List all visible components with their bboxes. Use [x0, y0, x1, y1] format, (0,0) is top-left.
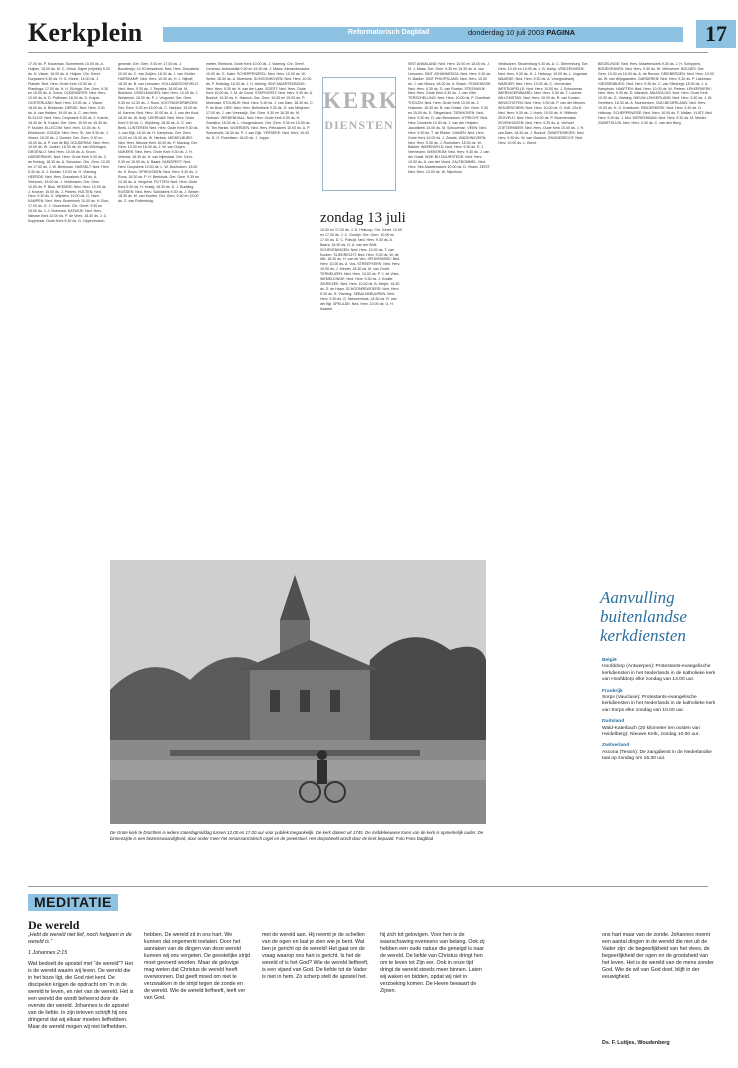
date-heading: zondag 13 juli: [320, 210, 406, 226]
logo-word-kerk: KERK: [323, 88, 399, 113]
sidebar-item: België Hoofddorp (Antwerpen): Protestants-evangelische kerkdiensten in het Nederlands in de katholieke kerk van Hoofddorp elke zondag van 14.00 uur.: [602, 658, 716, 683]
kerkdiensten-logo: [322, 77, 399, 191]
listing-column-4: [320, 228, 402, 554]
meditatie-rule: [28, 886, 708, 887]
logo-word-diensten: DIENSTEN: [324, 118, 394, 132]
meditatie-paragraph: hebben. De wereld zit in ons hart. We kunnen dat ongemerkt toelaten. Door het aanraken van de dingen van deze wereld kunnen wij ons vergeten. De geestelijke strijd moet gevoerd worden. Maar de gelovige mag weten dat Christus de wereld heeft overwonnen. Dat geeft moed om niet te verzwakken in de strijd tegen de zonde en de wereld. Wie de wereld liefheeft, leeft ver van God.: [144, 932, 250, 1001]
sidebar-body: [602, 658, 716, 768]
paper-name: Reformatorisch Dagblad: [348, 29, 430, 36]
sidebar-item: Zwitserland Ascona (Tessin): De zangdienst in de Nederlandse taal op zondag om 16.30 uur.: [602, 743, 712, 762]
meditatie-paragraph: ons hart maar van de zonde. Johannes noemt een aantal dingen in de wereld die niet uit de Vader zijn: de begeerlijkheid van het vlees, de begeerlijkheid der ogen en de grootsheid van het leven. Het is de wereld van de mens zonder God. Wie de wil van God doet, blijft in der eeuwigheid.: [602, 932, 714, 980]
meditatie-quote: „Hebt de wereld niet lief, noch hetgeen in de wereld is.”: [28, 932, 132, 945]
meditatie-column-4: [380, 932, 486, 1060]
photo-caption: [110, 830, 488, 842]
sidebar-item: Duitsland Wald-Katerbach (20 kilometer ten oosten van Heidelberg): Nieuwe Kerk, zondag 10.00 uur.: [602, 719, 700, 738]
listing-text: genelde. Ger. Gem. 9.30 en 17.00 ds. J. Boudewijn; 14.30 leesdienst. Ned. Herv. Dorpskerk 10.00 ds. C. van Zuijlen; 18.30 ds. J. van Gelder. HARSKAMP: Ned. Herv. 10.00 ds. H. J. Nijhoff; 18.30 ds. B. van Leeuwen. HOLLANDSCHEVELD: Ned. Herv. 9.30 ds. J. Terpstra; 16.00 ds. M. Blokland. IJSSELMUIDEN: Ned. Herv. 10.00 ds. J. Westerink; 18.30 ds. P. J. Vergunst. Ger. Gem. 9.30 en 14.30 ds. J. Roos. KOOTWIJKERBROEK: Ger. Gem. 9.30 en 15.00 ds. C. Harinck; 19.00 ds. M. Karens. Ned. Herv. 10.00 ds. A. J. van der Kooi; 18.30 ds. W. Kuijt. LEERDAM: Ned. Herv. Grote Kerk 9.30 ds. C. Wijnberg; 18.30 ds. A. G. van Beek. LUNTEREN: Ned. Herv. Oude Kerk 9.30 ds. J. van Dijk; 18.30 ds. H. Kamphuis. Ger. Gem. 10.00 en 15.00 ds. W. Harinck. MIDDELBURG: Ned. Herv. Nieuwe Kerk 10.00 ds. P. Mackay. Ger. Gem. 10.00 en 16.00 ds. J. W. van Ooijen. NIJKERK: Ned. Herv. Grote Kerk 9.30 ds. J. H. Velema; 18.30 ds. H. van Nijendaal. Ger. Gem. 9.30 en 15.00 ds. A. Baars. NUNSPEET: Ned. Herv. Dorpskerk 10.00 ds. L. W. Boshuizen; 18.30 ds. K. Boon. OPHEUSDEN: Ned. Herv. 9.30 ds. J. Roos; 18.30 ds. P. H. Beekhuis. Ger. Gem. 9.30 en 14.30 ds. A. Vergunst. PUTTEN: Ned. Herv. Oude Kerk 9.30 ds. H. Kraaij; 18.30 ds. D. J. Budding. RIJSSEN: Ned. Herv. Schildkerk 9.30 ds. J. Belder; 18.30 ds. M. van Kooten. Ger. Gem. 9.30 en 15.00 ds. C. van Ruitenburg.: [118, 62, 200, 204]
meditatie-paragraph: hij zich tot gelovigen. Voor hen is de waarschuwing eveneens van belang. Ook zij hebben een oude natuur die geneigd is naar de wereld. De liefde van Christus dringt hen om te leven tot Zijn eer. Ook in onze tijd dringt de wereld steeds meer binnen. Laten wij waken en bidden, opdat wij niet in verzoeking komen. De Heere bewaart de Zijnen.: [380, 932, 485, 994]
page-header: [28, 18, 727, 48]
section-title: Kerkplein: [28, 18, 143, 47]
photo-credit: Foto Fries Dagblad: [395, 835, 434, 841]
listing-text: SINT ANNALAND: Ned. Herv. 10.00 en 18.00 ds. J. M. J. Maas. Ger. Gem. 9.30 en 15.30 ds. A. van Leeuwen. SINT JOHANNESGA: Ned. Herv. 9.30 ds. H. Bakker. SINT PHILIPSLAND: Ned. Herv. 10.00 ds. J. van Meurs; 18.00 ds. A. Bosch. STAVENISSE: Ned. Herv. 9.30 ds. G. van Roekel. STEENWIJK: Ned. Herv. Grote Kerk 9.30 ds. J. van Vliet. TERSCHELLING: Ned. Herv. 10.00 ds. P. Goedhart. THOLEN: Ned. Herv. Grote Kerk 10.00 ds. J. Huisman; 18.30 ds. B. van Ginkel. Ger. Gem. 9.30 en 15.00 ds. D. Slingerland. TIENHOVEN: Ned. Herv. 9.30 ds. D. van Bennekom. UTRECHT: Ned. Herv. Domkerk 10.30 ds. J. van der Heijden; Jacobikerk 10.00 ds. M. Schuurman. VEEN: Ned. Herv. 9.30 ds. T. de Ridder. VIANEN: Ned. Herv. Grote Kerk 10.00 ds. J. Zwarts. WADDINXVEEN: Ned. Herv. 9.30 ds. J. Roelofsen; 18.30 ds. W. Bakker. WAPENVELD: Ned. Herv. 9.30 ds. E. J. Vermeulen. WEKEROM: Ned. Herv. 9.30 ds. J. van der Graaf. WIJK BIJ DUURSTEDE: Ned. Herv. 10.00 ds. A. van der Vloed. ZALTBOMMEL: Ned. Herv. Sint-Maartenskerk 10.00 ds. D. Visser. ZEIST: Ned. Herv. 10.00 ds. W. Nijenhuis.: [408, 62, 492, 174]
sidebar-title: Aanvulling buitenlandse kerkdiensten: [600, 588, 687, 645]
header-rule: [28, 52, 708, 53]
meditatie-paragraph: met de wereld aan. Hij neemt je de schellen van de ogen en laat je zien wie je bent. Wat ben je gericht op de wereld! Het gaat om de vraag waarop ons hart is gericht. Is het de wereld of is het God? Wie de wereld liefheeft, is een vijand van God. De liefde tot de Vader is niet in hem. Zo scherp stelt de apostel het.: [262, 932, 369, 980]
page-number: 17: [696, 20, 736, 48]
issue-date: donderdag 10 juli 2003 PAGINA: [468, 28, 576, 37]
caption-text: De Grote kerk te Drachten is iedere zaterdagmiddag tussen 12.00 en 17.00 uur voor publiek toegankelijk. De kerk dateert uit 1745. De middeleeuwse toren van de kerk is opmerkelijk ouder. De binnenzijde is een bezienswaardigheid, door onder meer het renaissancistisch orgel en de preekstoel. Het dorpsbeeld wordt door de kerk bepaald.: [110, 830, 484, 841]
listing-column-1: [28, 62, 110, 884]
listing-text: BIEZELINGE: Ned. Herv. Maartenskerk 9.30 ds. J. H. Schippers. BODEGRAVEN: Ned. Herv. 9.30 ds. W. Verhoeven. BOLNES: Ger. Gem. 10.00 en 16.00 ds. A. de Reuver. DRIEBERGEN: Ned. Herv. 10.00 ds. W. van Wijngaarden. GARDEREN: Ned. Herv. 9.30 ds. P. Lakeman. GIESSENBURG: Ned. Herv. 9.30 ds. C. van Sliedregt; 18.30 ds. J. A. Kamphuis. HAAFTEN: Ned. Herv. 10.00 ds. W. Pieters. LEKKERKERK: Ned. Herv. 9.30 ds. D. Wansink. MAASSLUIS: Ned. Herv. Grote Kerk 10.00 ds. G. Vlaming. NIEUW-LEKKERLAND: Ned. Herv. 9.30 ds. J. W. Gerritsen; 18.30 ds. A. Moerkerken. OUD-BEIJERLAND: Ned. Herv. 10.00 ds. H. G. Koekkoek. RIDDERKERK: Ned. Herv. 9.30 ds. D. Heikoop. SCHERPENISSE: Ned. Herv. 10.00 ds. F. Mallan. VLIST: Ned. Herv. 9.30 ds. J. Mol. WERKENDAM: Ned. Herv. 9.30 ds. M. Mulder. ZWARTSLUIS: Ned. Herv. 9.30 ds. C. van den Berg.: [598, 62, 714, 125]
sidebar-item: Frankrijk Sorps (Vaucluse): Protestants-evangelische kerkdiensten in het Nederlands in de katholieke kerk van Sorps elke zondag van 10.00 uur.: [602, 688, 716, 713]
listing-text: Veldhuizen. Stoutenburg 9.30 ds. A. C. Sterrenburg. Ger. Gem. 10.00 en 15.00 ds. J. B. Kamp. VRIEZENVEEN: Ned. Herv. 9.30 ds. H. J. Heikoop; 19.00 ds. L. Vogelaar. WAARDE: Ned. Herv. 9.30 ds. A. Vroegindeweij. WARDER: Ned. Herv. 10.00 ds. C. Vermeulen. WESTKAPELLE: Ned. Herv. 10.00 ds. J. Schuurman. WIERINGERWAARD: Ned. Herv. 9.30 ds. T. Lonnee. WILLEMSTAD: Ned. Herv. 10.00 ds. R. van Kooten. WINSCHOTEN: Ned. Herv. 9.30 ds. P. van der Meulen. WOUDRICHEM: Ned. Herv. 10.00 ds. G. Kolf. ZALK: Ned. Herv. 9.30 ds. J. Hoek; 19.00 ds. H. Wilbrink. ZEGVELD: Ned. Herv. 10.00 ds. P. Bloemendaal. ZEVENHUIZEN: Ned. Herv. 9.30 ds. A. Verhoef. ZOETERMEER: Ned. Herv. Oude Kerk 10.00 ds. J. H. van Dam; 18.30 ds. J. Bonhof. ZWARTEBROEK: Ned. Herv. 9.30 ds. W. van Vlastuin. ZWIJNDRECHT: Ned. Herv. 10.00 ds. L. Kievit.: [498, 62, 589, 145]
meditatie-label: MEDITATIE: [28, 894, 118, 911]
meditatie-paragraph: Wat bedoelt de apostel met “de wereld”? Het is de wereld waarin wij leven. De wereld die in het boze ligt, die God niet kent. De discipelen krijgen de opdracht om ‘m in de wereld te leven, en niet van de wereld. Het is een wereld die wordt beheerst door de overste der wereld. Johannes is de apostel van de liefde. In zijn brieven schrijft hij ons dringend dat wij elkaar moeten liefhebben. Maar de wereld mogen wij niet liefhebben.: [28, 961, 134, 1030]
meditatie-column-3: [262, 932, 372, 1060]
church-photo: [110, 560, 486, 824]
listing-column-3: [206, 62, 314, 554]
listing-column-6: [498, 62, 590, 884]
listing-column-7: [598, 62, 714, 577]
meditatie-column-5: [602, 932, 714, 1036]
meditatie-signature: Ds. F. Luitjes, Woudenberg: [602, 1040, 670, 1046]
meditatie-title: De wereld: [28, 918, 80, 932]
meditatie-reference: 1 Johannes 2:15: [28, 950, 68, 956]
meditatie-column-1: [28, 932, 134, 1060]
listing-text: 17.00 ds. P. Kloosman. Sonnebeek 10.00 ds. A. Huijser, 18.00 ds. M. C. Geluk. Kapel (vrijheid) 9.30 ds. H. Visser, 18.00 ds. A. Huijser. Chr. Geref. Dorpskerk 9.30 ds. H. G. Kleine, 14.00 ds. J. Plaisier. Ned. Herv. Grote Kerk 10.00 ds. J. Plantinga; 17.00 ds. H. H. Elzinga. Ger. Gem. 9.30 en 15.00 ds. A. Schot. OUDEWATER: Ned. Herv. 10.00 ds. A. D. Puttiman; 18.30 ds. D. Kuiper. OOSTERLAND: Ned. Herv. 10.00 ds. J. Visser; 18.00 ds. A. Brinkman. DERDE: Ned. Herv. 9.30 ds. A. van Helden; 19.00 ds. A. C. van Herk. ELSLOO: Ned. Herv. Dorpskerk 9.30 ds. J. Koerts; 18.30 ds. N. Kuiper. Ger. Gem. 10.00 en 15.30 ds. P. Mulder. ELLECOM: Ned. Herv. 10.00 ds. K. Eikelboom. GOUDA: Ned. Herv. St. Jan 9.30 ds. J. Visser; 18.30 ds. J. Donker. Ger. Gem. 9.30 en 15.00 ds. A. P. van de Bijl. GOUDERAK: Ned. Herv. 10.00 ds. W. Jonker; 18.30 ds. W. van Wieringen. GROENLO: Ned. Herv. 10.00 ds. A. Kroon. HARDERWIJK: Ned. Herv. Grote Kerk 9.30 ds. C. de Koning; 18.30 ds. A. Schouten. Ger. Gem. 10.00 en 17.00 ds. J. W. Beekman. HASSELT: Ned. Herv. 9.30 ds. A. J. Mulder; 19.00 ds. H. Vlaming. HEERDE: Ned. Herv. Dorpskerk 9.30 ds. A. Verboom; 19.00 ds. J. Veldhuizen. Ger. Gem. 10.00 ds. P. Blok. HEEMSE: Ned. Herv. 10.00 ds. J. Kroeze; 15.00 ds. J. Pieters. HOLTEN: Ned. Herv. 9.30 ds. K. Wijnstra; 19.00 ds. G. Ham. KAMPEN: Ned. Herv. Bovenkerk 10.00 ds. H. Bos; 17.00 ds. G. J. Ouwerkerk. Chr. Geref. 9.30 en 15.00 ds. J. J. Boersma. KATWIJK: Ned. Herv. Nieuwe Kerk 10.00 ds. P. de Vries; 18.30 ds. J. C. Koppelaar. Oude Kerk 9.30 ds. G. Oppenhuizen.: [28, 62, 110, 223]
listing-column-2: [118, 62, 200, 554]
meditatie-column-2: [144, 932, 250, 1060]
listing-text: metter, Elmhurst, Grote Kerk 10.00 ds. J. Vlaming. Chr. Geref. Centrum. Asbrookflat 9.30 en 16.30 ds. J. Mauw. Alexandrinastra 10.00 ds. G. Kater. SCHERPENZEEL: Ned. Herv. 10.00 ds. W. Smits; 18.30 ds. A. Moerkerk. SCHOONHOVEN: Ned. Herv. 10.00 ds. P. Holtslag; 18.30 ds. J. H. Abbing. SINT-MAARTENSDIJK: Ned. Herv. 9.30 ds. H. van der Laan. SOEST: Ned. Herv. Oude Kerk 10.00 ds. J. M. de Groot. STAPHORST: Ned. Herv. 9.30 ds. A. Bonhof; 19.30 ds. K. Harinck. Ger. Gem. 10.00 en 15.00 ds. P. Molenaar. STOLWIJK: Ned. Herv. 9.30 ds. J. van Dam; 18.30 ds. C. P. de Boer. URK: Ned. Herv. Bethelkerk 9.30 ds. G. van Meijeren; 17.00 ds. J. van Vreeswijk. Ger. Gem. 9.30 en 16.30 ds. M. Hofman. VEENENDAAL: Ned. Herv. Oude Kerk 9.30 ds. H. Zweistra; 18.30 ds. L. Hoogendoorn. Ger. Gem. 9.30 en 15.00 ds. W. Ten Harkel. WOERDEN: Ned. Herv. Petruskerk 10.00 ds. A. P. Sonneveld; 18.30 ds. P. J. van Dijk. YERSEKE: Ned. Herv. 10.00 ds. D. G. Roelofsen; 18.00 ds. J. Joppe.: [206, 62, 314, 140]
listing-text: 10.00 en 17.00 ds. J. D. Heikoop. Chr. Geref. 10.00 en 17.00 ds. J. C. Gordijn. Ger. Gem. 10.00 en 17.00 ds. D. C. Pottuijt. Ned. Herv. 9.30 ds. A. Baars; 18.30 ds. G. A. van der Wolf. SCHEVENINGEN: Ned. Herv. 10.00 ds. T. van Kooten. SLIEDRECHT: Ned. Herv. 9.30 ds. W. de Wit; 18.30 ds. H. van de Ven. SPIJKENISSE: Ned. Herv. 10.00 ds. A. Vos. STREEFKERK: Ned. Herv. 10.00 ds. J. Kieviet; 18.30 ds. M. van Oordt. TERNEUZEN: Ned. Herv. 10.00 ds. P. J. de Vries. WEMELDINGE: Ned. Herv. 9.30 ds. J. Kodde. ZIERIKZEE: Ned. Herv. 10.00 ds. B. Meijer; 18.30 ds. S. de Haan. SCHOONREWOERD: Ned. Herv. 9.30 ds. H. Vlaming. SEBALDEBUUREN: Ned. Herv. 9.30 ds. G. Nieuwenhuis; 18.30 ds. R. van der Bijl. SPEULDE: Ned. Herv. 10.00 ds. G. H. Kasteel.: [320, 228, 402, 311]
